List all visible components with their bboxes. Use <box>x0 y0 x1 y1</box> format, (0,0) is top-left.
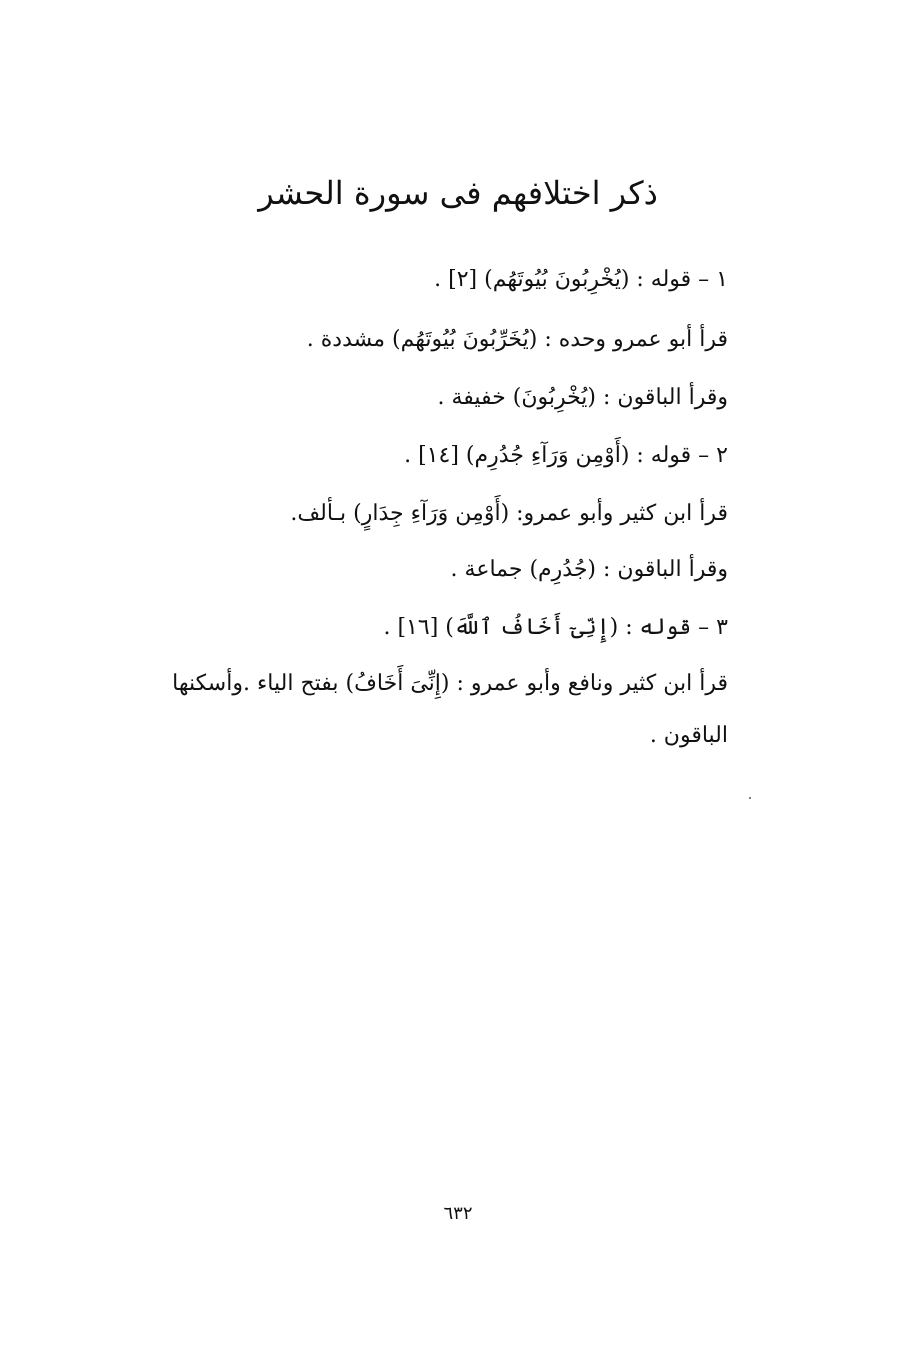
text-line-8: قرأ ابن كثير ونافع وأبو عمرو : (إِنِّىَ أَخَافُ) بفتح الياء .وأسكنها <box>172 671 728 696</box>
page-title: ذكر اختلافهم فى سورة الحشر <box>258 174 658 212</box>
text-line-7: ٣ – قوله : (إِنِّىٓ أَخَافُ ٱللَّهَ) [١٦] . <box>383 615 728 640</box>
text-line-9: الباقون . <box>649 723 728 748</box>
text-line-6: وقرأ الباقون : (جُدُرِم) جماعة . <box>450 557 728 582</box>
text-line-2: قرأ أبو عمرو وحده : (يُخَرِّبُونَ بُيُوتَهُم) مشددة . <box>306 327 728 352</box>
page-number: ٦٣٢ <box>443 1203 473 1224</box>
text-line-5: قرأ ابن كثير وأبو عمرو: (أَوْمِن وَرَآءِ جِدَارٍ) بـألف. <box>290 501 728 526</box>
text-line-3: وقرأ الباقون : (يُخْرِبُونَ) خفيفة . <box>437 385 728 410</box>
text-line-4: ٢ – قوله : (أَوْمِن وَرَآءِ جُدُرِم) [١٤] . <box>404 443 728 468</box>
text-line-1: ١ – قوله : (يُخْرِبُونَ بُيُوتَهُم) [٢] . <box>434 267 728 292</box>
scan-speck <box>749 797 751 799</box>
